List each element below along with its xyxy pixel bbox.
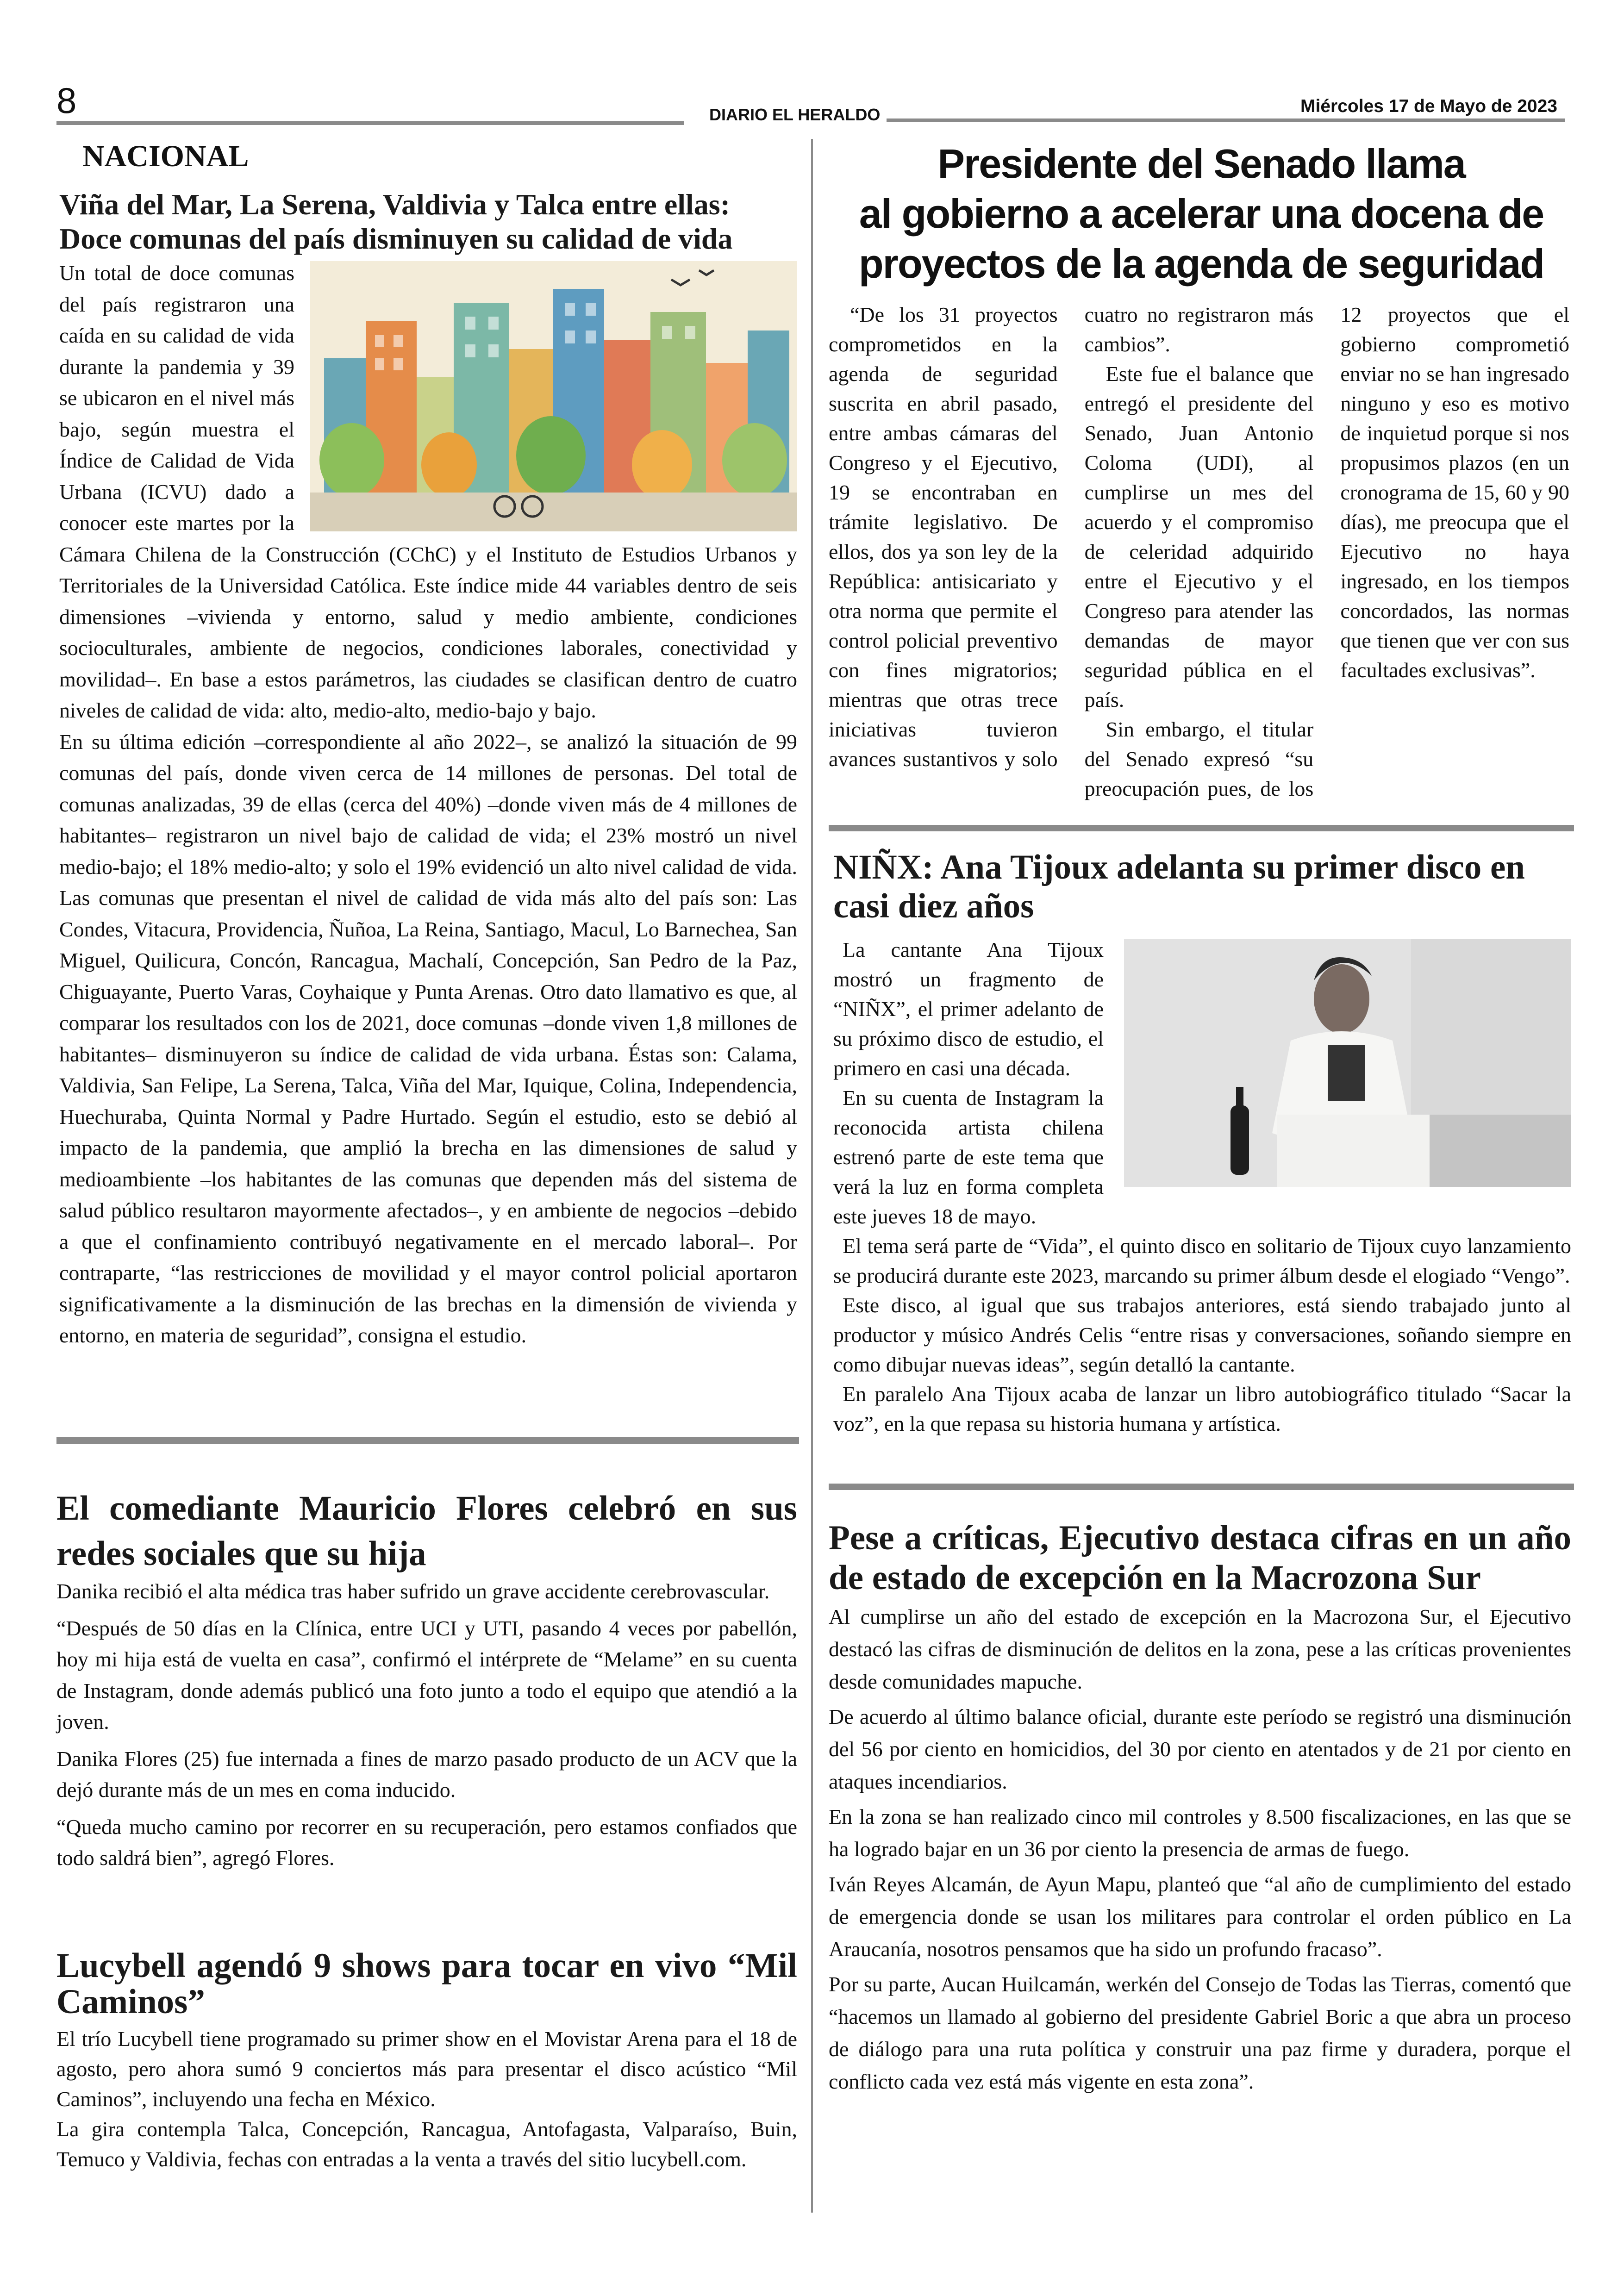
article-body [56, 2024, 797, 2174]
article-paragraph: De acuerdo al último balance oficial, durante este período se registró una disminución del 56 por ciento en homicidios, del 30 por ciento en atentados y de 21 por ciento en ataques incendiarios. [829, 1705, 1571, 1793]
article-paragraph: Danika Flores (25) fue internada a fines de marzo pasado producto de un ACV que la dejó durante más de un mes en coma inducido. [56, 1746, 797, 1802]
article-paragraph: “De los 31 proyectos comprometidos en la agenda de seguridad suscrita en abril pasado, entre ambas cámaras del Congreso y el Ejecutivo, 19 se encontraban en trámite legislativo. De ellos, dos ya son ley de la República: antisicariato y otra norma que permite el control policial preventivo con fines migratorios; mientras que otras trece iniciativas tuvieron avances sustantivos y solo cuatro no registraron más cambios”. [829, 303, 1314, 771]
section-divider [829, 1484, 1574, 1490]
singer-photo-icon [1124, 939, 1571, 1187]
article-paragraph: La gira contempla Talca, Concepción, Rancagua, Antofagasta, Valparaíso, Buin, Temuco y Valdivia, fechas con entradas a la venta a través del sitio lucybell.com. [56, 2117, 797, 2171]
headline-line: Viña del Mar, La Serena, Valdivia y Talca entre ellas: [59, 188, 730, 221]
section-divider [56, 1437, 799, 1444]
article-paragraph: El trío Lucybell tiene programado su primer show en el Movistar Arena para el 18 de agosto, pero ahora sumó 9 conciertos más para presentar el disco acústico “Mil Caminos”, incluyendo una fecha en México. [56, 2027, 797, 2111]
article-paragraph: En paralelo Ana Tijoux acaba de lanzar un libro autobiográfico titulado “Sacar la voz”, en la que repasa su historia humana y artística. [833, 1382, 1571, 1435]
headline-line: al gobierno a acelerar una docena de [859, 191, 1544, 237]
article-paragraph: Este fue el balance que entregó el presidente del Senado, Juan Antonio Coloma (UDI), al cumplirse un mes del acuerdo y el compromiso de celeridad adquirido entre el Ejecutivo y el Congreso para atender las demandas de mayor seguridad pública en el país. [1084, 362, 1314, 711]
article-headline: NIÑX: Ana Tijoux adelanta su primer disco en casi diez años [833, 848, 1525, 925]
article-paragraph: El tema será parte de “Vida”, el quinto disco en solitario de Tijoux cuyo lanzamiento se producirá durante este 2023, marcando su primer álbum desde el elogiado “Vengo”. [833, 1234, 1571, 1287]
article-paragraph: Por su parte, Aucan Huilcamán, werkén del Consejo de Todas las Tierras, comentó que “hacemos un llamado al gobierno del presidente Gabriel Boric a que abra un proceso de diálogo para una ruta política y construir una paz firme y duradera, porque el conflicto cada vez está más vigente en esta zona”. [829, 1972, 1571, 2093]
article-headline: Lucybell agendó 9 shows para tocar en vivo “Mil Caminos” [56, 1946, 797, 2021]
section-divider [829, 825, 1574, 831]
article-headline [829, 139, 1574, 289]
article-headline: El comediante Mauricio Flores celebró en sus redes sociales que su hija [56, 1489, 797, 1573]
article-body [833, 935, 1571, 1439]
city-illustration-icon [310, 261, 797, 531]
section-label: NACIONAL [82, 139, 249, 173]
header-rule-right [887, 118, 1565, 122]
article-paragraph: En su cuenta de Instagram la reconocida artista chilena estrenó parte de este tema que verá la luz en forma completa este jueves 18 de mayo. [833, 1086, 1104, 1228]
article-paragraph: La cantante Ana Tijoux mostró un fragmento de “NIÑX”, el primer adelanto de su próximo disco de estudio, el primero en casi una década. [833, 938, 1104, 1080]
article-paragraph: En su última edición –correspondiente al año 2022–, se analizó la situación de 99 comunas del país, donde viven cerca de 14 millones de personas. Del total de comunas analizadas, 39 de ellas (cerca del 40%) –donde viven más de 4 millones de habitantes– registraron un nivel bajo de calidad de vida; el 23% mostró un nivel medio-bajo; el 18% medio-alto; y solo el 19% evidenció un alto nivel calidad de vida. Las comunas que presentan el nivel de calidad de vida más alto del país son: Las Condes, Vitacura, Providencia, Ñuñoa, La Reina, Santiago, Macul, Lo Barnechea, San Miguel, Quilicura, Concón, Rancagua, Machalí, Concepción, San Pedro de la Paz, Chiguayante, Puerto Varas, Coyhaique y Punta Arenas. Otro dato llamativo es que, al comparar los resultados con los de 2021, doce comunas –donde viven 1,8 millones de habitantes– disminuyeron su índice de calidad de vida urbana. Éstas son: Calama, Valdivia, San Felipe, La Serena, Talca, Viña del Mar, Iquique, Colina, Independencia, Huechuraba, Quinta Normal y Padre Hurtado. Según el estudio, esto se debió al impacto de la pandemia, que amplió la brecha en las dimensiones de salud y medioambiente –los habitantes de las comunas que dependen más del sistema de salud público resultaron mayormente afectados–, y en ambiente de negocios –debido a que el confinamiento contribuyó negativamente en el mercado laboral–. Por contraparte, “las restricciones de movilidad y el mayor control policial aportaron significativamente a la disminución de las brechas en la dimensión de vivienda y entorno, en materia de seguridad”, consigna el estudio. [59, 730, 797, 1347]
issue-date: Miércoles 17 de Mayo de 2023 [1300, 96, 1557, 116]
article-paragraph: En la zona se han realizado cinco mil controles y 8.500 fiscalizaciones, en las que se ha logrado bajar en un 36 por ciento la presencia de armas de fuego. [829, 1805, 1571, 1861]
article-paragraph: “Queda mucho camino por recorrer en su recuperación, pero estamos confiados que todo saldrá bien”, agregó Flores. [56, 1815, 797, 1870]
article-headline: Pese a críticas, Ejecutivo destaca cifras en un año de estado de excepción en la Macrozona Sur [829, 1519, 1571, 1597]
article-paragraph: Sin embargo, el titular del Senado expresó “su preocupación pues, de los 12 proyectos que el gobierno comprometió enviar no se han ingresado ninguno y eso es motivo de inquietud porque si nos propusimos plazos (en un cronograma de 15, 60 y 90 días), me preocupa que el Ejecutivo no haya ingresado, en los tiempos concordados, las normas que tienen que ver con sus facultades exclusivas”. [1084, 303, 1569, 800]
headline-line: proyectos de la agenda de seguridad [858, 241, 1544, 287]
headline-line: Presidente del Senado llama [937, 141, 1465, 187]
article-paragraph: Este disco, al igual que sus trabajos anteriores, está siendo trabajado junto al productor y músico Andrés Celis “entre risas y conversaciones, soñando siempre en como dibujar nuevas ideas”, según detalló la cantante. [833, 1293, 1571, 1376]
article-body [59, 257, 797, 1351]
column-divider [811, 139, 813, 2213]
page-number: 8 [56, 80, 77, 121]
article-paragraph: Al cumplirse un año del estado de excepción en la Macrozona Sur, el Ejecutivo destacó las cifras de disminución de delitos en la zona, pese a las críticas provenientes desde comunidades mapuche. [829, 1605, 1571, 1693]
article-body [56, 1576, 797, 1874]
article-paragraph: “Después de 50 días en la Clínica, entre UCI y UTI, pasando 4 veces por pabellón, hoy mi hija está de vuelta en casa”, confirmó el intérprete de “Melame” en su cuenta de Instagram, donde además publicó una foto junto a todo el equipo que atendió a la joven. [56, 1616, 797, 1734]
headline-line: Doce comunas del país disminuyen su calidad de vida [59, 222, 733, 255]
newspaper-name: DIARIO EL HERALDO [709, 105, 881, 124]
article-headline [59, 187, 806, 256]
header-rule [56, 121, 684, 125]
article-paragraph: Un total de doce comunas del país registraron una caída en su calidad de vida durante la pandemia y 39 se ubicaron en el nivel más bajo, según muestra el Índice de Calidad de Vida Urbana (ICVU) dado a conocer este martes por la Cámara Chilena de la Construcción (CChC) y el Instituto de Estudios Urbanos y Territoriales de la Universidad Católica. Este índice mide 44 variables dentro de seis dimensiones –vivienda y entorno, salud y medio ambiente, condiciones socioculturales, ambiente de negocios, condiciones laborales, conectividad y movilidad–. En base a estos parámetros, las ciudades se clasifican dentro de cuatro niveles de calidad de vida: alto, medio-alto, medio-bajo y bajo. [59, 261, 797, 722]
article-body [829, 300, 1569, 807]
article-body [829, 1601, 1571, 2098]
article-paragraph: Danika recibió el alta médica tras haber sufrido un grave accidente cerebrovascular. [56, 1579, 770, 1603]
article-paragraph: Iván Reyes Alcamán, de Ayun Mapu, planteó que “al año de cumplimiento del estado de emergencia donde se usan los militares para controlar el orden público en La Araucanía, nosotros pensamos que ha sido un profundo fracaso”. [829, 1872, 1571, 1961]
